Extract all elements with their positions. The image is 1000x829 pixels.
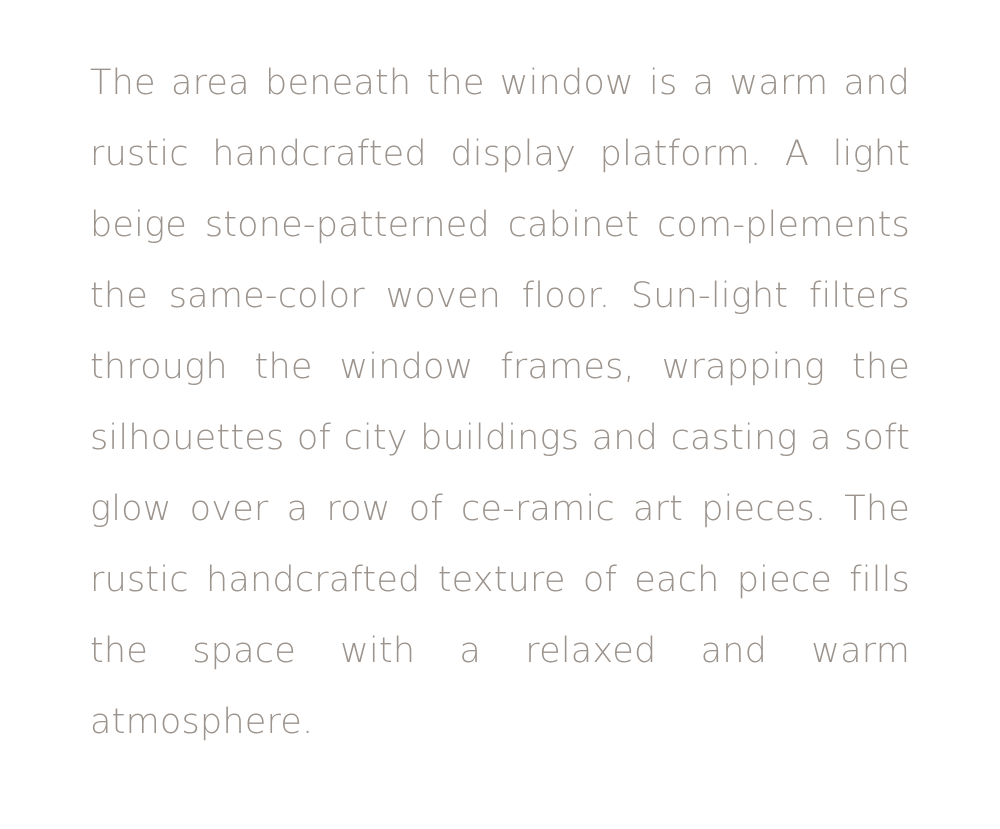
description-paragraph: The area beneath the window is a warm and rustic handcrafted display platform. A light beige stone-patterned cabinet com-plements the same-color woven floor. Sun-light filters through the window frames, wrapping the silhouettes of city buildings and casting a soft glow over a row of ce-ramic art pieces. The rustic handcrafted texture of each piece fills the space with a relaxed and warm atmosphere.: [90, 63, 910, 742]
